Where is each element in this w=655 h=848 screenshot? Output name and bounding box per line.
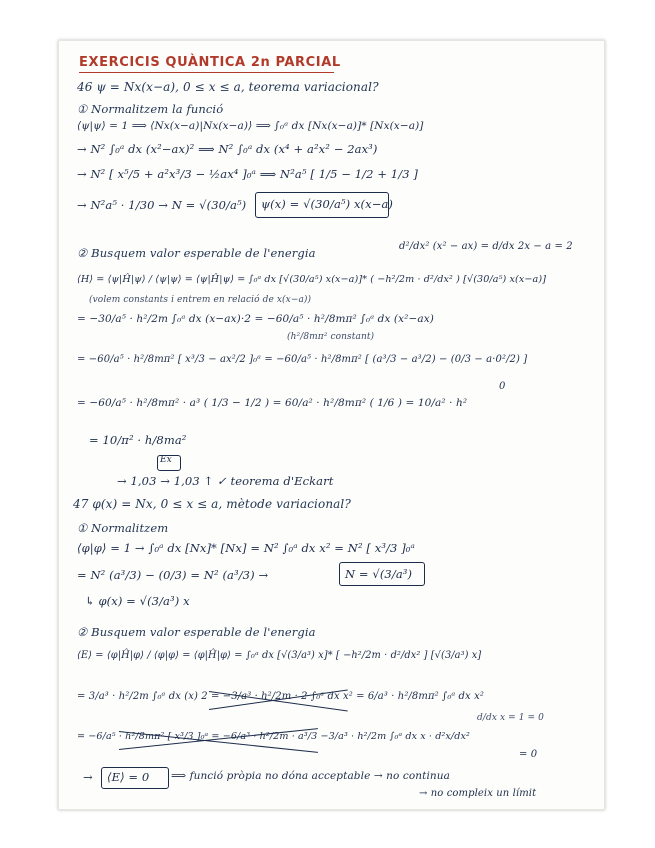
p47-line-2: = N² (a³/3) − (0/3) = N² (a³/3) → xyxy=(77,568,269,582)
problem-46-statement: 46 ψ = Nx(x−a), 0 ≤ x ≤ a, teorema variacional? xyxy=(77,80,379,94)
p47-conclusion: ⟹ funció pròpia no dóna acceptable → no continua xyxy=(171,770,451,782)
p47-line-4: ⟨E⟩ = ⟨φ|Ĥ|φ⟩ / ⟨φ|φ⟩ = ⟨φ|Ĥ|φ⟩ = ∫₀ᵃ dx [√(3/a³) x]* [ −h²/2m · d²/dx² ] [√(3/a³) x] xyxy=(77,650,482,661)
p46-line-4: → N²a⁵ · 1/30 → N = √(30/a⁵) xyxy=(77,198,247,212)
p46-line-3: → N² [ x⁵/5 + a²x³/3 − ½ax⁴ ]₀ᵃ ⟹ N²a⁵ [ 1/5 − 1/2 + 1/3 ] xyxy=(77,167,418,181)
p47-conclusion-2: → no compleix un límit xyxy=(419,788,537,799)
p46-line-2: → N² ∫₀ᵃ dx (x²−ax)² ⟹ N² ∫₀ᵃ dx (x⁴ + a²x² − 2ax³) xyxy=(77,142,378,156)
p46-derivative-note: d²/dx² (x² − ax) = d/dx 2x − a = 2 xyxy=(399,241,573,252)
problem-47-statement: 47 φ(x) = Nx, 0 ≤ x ≤ a, mètode variacional? xyxy=(73,497,351,511)
p46-zero-mark: 0 xyxy=(499,381,506,392)
p47-step2-heading: ② Busquem valor esperable de l'energia xyxy=(77,625,316,639)
p46-step1-heading: ① Normalitzem la funció xyxy=(77,102,224,116)
p46-line-7: = −60/a⁵ · h²/8mπ² [ x³/3 − ax²/2 ]₀ᵃ = −60/a⁵ · h²/8mπ² [ (a³/3 − a³/2) − (0/3 − a·0²/2) ] xyxy=(77,354,528,365)
p46-small-note: (volem constants i entrem en relació de x(x−a)) xyxy=(89,295,312,305)
p47-result-n: N = √(3/a³) xyxy=(345,567,413,581)
p46-line-5: ⟨H⟩ = ⟨ψ|Ĥ|ψ⟩ / ⟨ψ|ψ⟩ = ⟨ψ|Ĥ|ψ⟩ = ∫₀ᵃ dx [√(30/a⁵) x(x−a)]* ( −h²/2m · d²/dx² ) [√(30/a⁵) x(x−a)] xyxy=(77,274,547,285)
p47-step1-heading: ① Normalitzem xyxy=(77,521,169,535)
p47-line-6: = −6/a⁵ · h²/8mπ² [ x³/3 ]₀ᵃ = −6/a³ · h²/2m · a³/3 −3/a³ · h²/2m ∫₀ᵃ dx x · d²x/dx² xyxy=(77,731,470,742)
p46-line-6: = −30/a⁵ · h²/2m ∫₀ᵃ dx (x−ax)·2 = −60/a⁵ · h²/8mπ² ∫₀ᵃ dx (x²−ax) xyxy=(77,313,434,325)
p46-line-8: = −60/a⁵ · h²/8mπ² · a³ ( 1/3 − 1/2 ) = 60/a² · h²/8mπ² ( 1/6 ) = 10/a² · h² xyxy=(77,397,468,409)
p46-line-10: → 1,03 → 1,03 ↑ ✓ teorema d'Eckart xyxy=(117,474,334,488)
arrow-icon: → xyxy=(83,770,93,784)
p47-eq-zero: = 0 xyxy=(519,749,538,760)
p46-line-1: ⟨ψ|ψ⟩ = 1 ⟹ ⟨Nx(x−a)|Nx(x−a)⟩ ⟹ ∫₀ᵃ dx [Nx(x−a)]* [Nx(x−a)] xyxy=(77,120,424,132)
p47-result-e: ⟨E⟩ = 0 xyxy=(107,770,150,784)
p46-small-note-2: (h²/8mπ² constant) xyxy=(287,332,375,342)
ex-label: Ex xyxy=(160,455,172,465)
p47-line-5: = 3/a³ · h²/2m ∫₀ᵃ dx (x) 2 = −3/a³ · h²/2m · 2 ∫₀ᵃ dx x² = 6/a³ · h²/8mπ² ∫₀ᵃ dx x² xyxy=(77,691,484,702)
p47-side-note: d/dx x = 1 = 0 xyxy=(477,713,544,723)
title-underline xyxy=(79,72,334,73)
p46-line-9: = 10/π² · h/8ma² xyxy=(89,433,187,447)
p47-line-1: ⟨φ|φ⟩ = 1 → ∫₀ᵃ dx [Nx]* [Nx] = N² ∫₀ᵃ dx x² = N² [ x³/3 ]₀ᵃ xyxy=(77,541,415,555)
p47-line-3: ↳ φ(x) = √(3/a³) x xyxy=(85,594,190,608)
p46-result-psi: ψ(x) = √(30/a⁵) x(x−a) xyxy=(261,197,393,211)
p46-step2-heading: ② Busquem valor esperable de l'energia xyxy=(77,246,316,260)
page-title: EXERCICIS QUÀNTICA 2n PARCIAL xyxy=(79,55,341,70)
notebook-page xyxy=(58,40,605,810)
